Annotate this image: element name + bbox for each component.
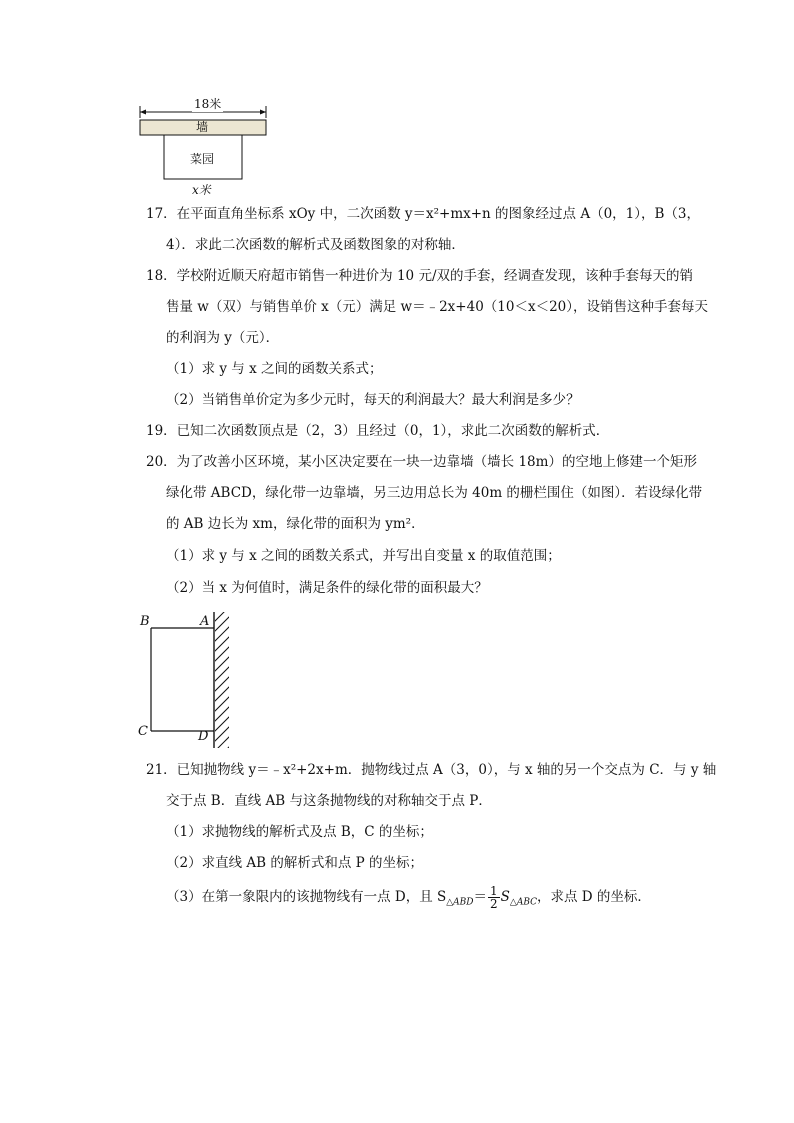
q19-line-1: 19．已知二次函数顶点是（2，3）且经过（0，1），求此二次函数的解析式．	[146, 423, 610, 439]
q17-line-1: 17．在平面直角坐标系 xOy 中，二次函数 y＝x²+mx+n 的图象经过点 A（0，1），B（3，	[146, 206, 701, 222]
label-c: C	[138, 724, 148, 739]
garden-figure	[130, 94, 280, 198]
label-d: D	[198, 729, 209, 744]
half-fraction	[488, 885, 500, 910]
q21-line-1: 21．已知抛物线 y＝﹣x²+2x+m．抛物线过点 A（3，0），与 x 轴的另一个交点为 C．与 y 轴	[146, 762, 717, 778]
width-label: 18米	[194, 97, 222, 111]
q18-sub-1: （1）求 y 与 x 之间的函数关系式；	[166, 361, 383, 377]
q20-line-3: 的 AB 边长为 xm，绿化带的面积为 ym²．	[166, 516, 425, 532]
q18-sub-2: （2）当销售单价定为多少元时，每天的利润最大？最大利润是多少？	[166, 392, 580, 408]
q18-line-3: 的利润为 y（元）．	[166, 330, 280, 346]
label-a: A	[200, 614, 210, 629]
q21-sub-3	[166, 885, 651, 910]
q20-line-2: 绿化带 ABCD，绿化带一边靠墙，另三边用总长为 40m 的栅栏围住（如图）．若设绿化带	[166, 485, 703, 501]
q17-line-2: 4）．求此二次函数的解析式及函数图象的对称轴．	[166, 237, 465, 253]
x-label: x米	[192, 183, 211, 197]
rectangle-figure	[134, 608, 244, 752]
fraction-numerator: 1	[490, 884, 498, 898]
q21-sub-abd: △ABD	[446, 897, 474, 908]
q21-sub-3-text-b: ，求点 D 的坐标．	[537, 889, 651, 905]
q18-line-2: 售量 w（双）与销售单价 x（元）满足 w＝﹣2x+40（10＜x＜20），设销售这种手套每天	[166, 299, 709, 315]
q20-sub-2: （2）当 x 为何值时，满足条件的绿化带的面积最大？	[166, 580, 488, 596]
rectangle-diagram	[134, 608, 244, 752]
q21-line-2: 交于点 B．直线 AB 与这条抛物线的对称轴交于点 P．	[166, 793, 492, 809]
q21-sub-3-s: S	[500, 889, 510, 905]
q20-sub-1: （1）求 y 与 x 之间的函数关系式，并写出自变量 x 的取值范围；	[166, 548, 561, 564]
q20-line-1: 20．为了改善小区环境，某小区决定要在一块一边靠墙（墙长 18m）的空地上修建一个矩形	[146, 454, 697, 470]
q21-sub-1: （1）求抛物线的解析式及点 B，C 的坐标；	[166, 824, 433, 840]
q21-sub-2: （2）求直线 AB 的解析式和点 P 的坐标；	[166, 855, 424, 871]
q21-sub-3-text-a: （3）在第一象限内的该抛物线有一点 D，且 S	[166, 889, 447, 905]
q18-line-1: 18．学校附近顺天府超市销售一种进价为 10 元/双的手套，经调查发现，该种手套每天的销	[146, 268, 693, 284]
label-b: B	[140, 614, 150, 629]
garden-label: 菜园	[190, 152, 215, 166]
fraction-denominator: 2	[490, 897, 498, 911]
wall-label: 墙	[196, 120, 209, 134]
q21-sub-3-eq: ＝	[473, 889, 488, 905]
q21-sub-abc: △ABC	[509, 897, 537, 908]
